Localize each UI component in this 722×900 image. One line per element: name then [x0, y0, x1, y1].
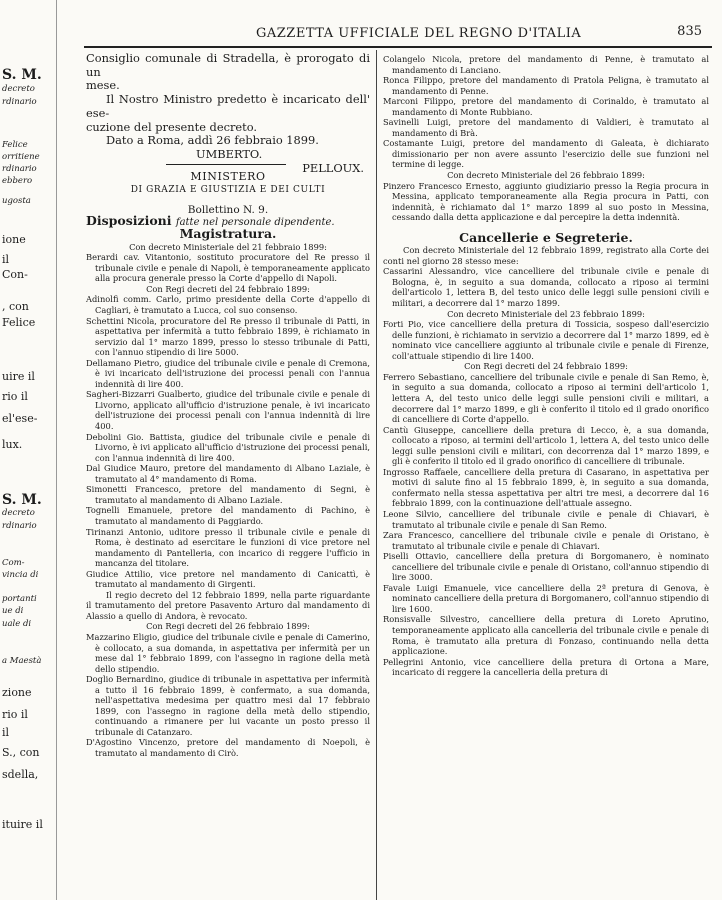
entry: Piselli Ottavio, cancelliere della pretura di Borgomanero, è nominato cancelliere del tribunale civile e penale di Oristano, coll'annuo stipendio di lire 3000.	[383, 551, 709, 583]
newspaper-title: GAZZETTA UFFICIALE DEL REGNO D'ITALIA	[256, 26, 582, 41]
gutter-text: S. M.	[2, 67, 42, 83]
gutter-text: orritiene	[2, 152, 40, 162]
gutter-text: portanti	[2, 594, 37, 604]
decree-heading: Con Regi decreti del 24 febbraio 1899:	[464, 361, 628, 372]
gutter-text: il	[2, 253, 10, 266]
header-rule	[84, 46, 712, 48]
entry: Il regio decreto del 12 febbraio 1899, nella parte riguardante il tramutamento del pretore Pasavento Arturo dal mandamento di Alassio a quello di Andora, è revocato.	[86, 589, 370, 621]
gutter-text: Con-	[2, 268, 28, 281]
gutter-text: rdinario	[2, 521, 37, 531]
section-heading: Magistratura.	[179, 226, 277, 242]
gutter-text: ue di	[2, 606, 24, 616]
ministry-title: MINISTERO	[190, 170, 266, 183]
gutter-text: S., con	[2, 746, 40, 759]
entry: Berardi cav. Vitantonio, sostituto procuratore del Re presso il tribunale civile e penale di Napoli, è temporaneamente applicato alla procura generale presso la Corte d'appello di Napoli.	[86, 252, 370, 284]
entry: Debolini Gio. Battista, giudice del tribunale civile e penale di Livorno, è ivi applicato all'ufficio d'istruzione dei processi penali, con l'annua indennità di lire 400.	[86, 431, 370, 463]
paragraph: Il Nostro Ministro predetto è incaricato dell' ese-	[86, 92, 370, 120]
gutter-text: Felice	[2, 140, 28, 150]
paragraph: mese.	[86, 78, 120, 93]
entry: Forti Pio, vice cancelliere della pretura di Tossicia, sospeso dall'esercizio delle funzioni, è richiamato in servizio a decorrere dal 1° marzo 1899, ed è nominato vice cancelliere aggiunto al tribunale civile e penale di Firenze, coll'attuale stipendio di lire 1400.	[383, 319, 709, 361]
entry: Ronca Filippo, pretore del mandamento di Pratola Peligna, è tramutato al mandamento di Penne.	[383, 75, 709, 96]
paragraph: Consiglio comunale di Stradella, è prorogato di un	[86, 51, 370, 79]
dispositions-subtitle: fatte nel personale dipendente.	[175, 216, 335, 228]
entry: Ferrero Sebastiano, cancelliere del tribunale civile e penale di San Remo, è, in seguito a sua domanda, collocato a riposo ai termini dell'articolo 1, lettera A, del testo unico delle leggi sulle pensioni civili e militari, a decorrere dal 1° marzo 1899, e gli è conferito il titolo ed il grado onorifico di cancelliere di Corte d'appello.	[383, 371, 709, 425]
page-number: 835	[677, 24, 702, 39]
decree-heading: Con decreto Ministeriale del 21 febbraio 1899:	[129, 241, 327, 252]
page-fold-line	[56, 0, 57, 900]
section-rule	[166, 164, 286, 165]
entry: Costamante Luigi, pretore del mandamento di Galeata, è dichiarato dimissionario per non avere assunto l'esercizio delle sue funzioni nel termine di legge.	[383, 138, 709, 170]
paragraph: Dato a Roma, addì 26 febbraio 1899.	[106, 133, 319, 148]
entry: Favale Luigi Emanuele, vice cancelliere della 2ª pretura di Genova, è nominato cancelliere della pretura di Borgomanero, coll'annuo stipendio di lire 1600.	[383, 582, 710, 614]
entry: Tirinanzi Antonio, uditore presso il tribunale civile e penale di Roma, è destinato ad esercitare le funzioni di vice pretore nel mandamento di Pantelleria, con incarico di reggere l'ufficio in mancanza del titolare.	[86, 526, 370, 569]
entry: Adinolfi comm. Carlo, primo presidente della Corte d'appello di Cagliari, è tramutato a Lucca, col suo consenso.	[86, 294, 370, 316]
signature: UMBERTO.	[196, 146, 263, 161]
entry: Ronsisvalle Silvestro, cancelliere della pretura di Loreto Aprutino, temporaneamente applicato alla cancelleria del tribunale civile e penale di Roma, è tramutato alla pretura di Fonzaso, continuando nella detta applicazione.	[383, 614, 709, 657]
entry: D'Agostino Vincenzo, pretore del mandamento di Noepoli, è tramutato al mandamento di Cirò.	[86, 737, 370, 758]
entry: Pellegrini Antonio, vice cancelliere della pretura di Ortona a Mare, incaricato di reggere la cancelleria della pretura di	[383, 656, 709, 678]
gutter-text: rdinario	[2, 164, 37, 174]
entry: Ingrosso Raffaele, cancelliere della pretura di Casarano, in aspettativa per motivi di salute fino al 15 febbraio 1899, è, in seguito a sua domanda, confermato nella stessa aspettativa per altri tre mesi, a decorrere dal 16 febbraio 1899, con la continuazione dell'attuale assegno.	[383, 466, 709, 509]
gutter-text: rio il	[2, 390, 28, 403]
entry: Simonetti Francesco, pretore del mandamento di Segni, è tramutato al mandamento di Albano Laziale.	[86, 484, 370, 505]
gutter-text: zione	[2, 686, 32, 699]
gutter-text: vincia di	[2, 570, 39, 580]
page-header	[84, 18, 710, 46]
entry: Dellamano Pietro, giudice del tribunale civile e penale di Cremona, è ivi incaricato dell'istruzione dei processi penali con l'annua indennità di lire 400.	[86, 357, 370, 389]
gutter-text: S. M.	[2, 492, 42, 508]
gutter-text: decreto	[2, 84, 35, 94]
gutter-text: ituire il	[2, 818, 43, 831]
entry: Colangelo Nicola, pretore del mandamento di Penne, è tramutato al mandamento di Lanciano.	[383, 54, 709, 75]
entry: Cantù Giuseppe, cancelliere della pretura di Lecco, è, a sua domanda, collocato a riposo, ai termini dell'articolo 1, lettera A, del testo unico delle leggi sulle pensioni civili e militari, con decorrenza dal 1° marzo 1899, e gli è conferito il titolo ed il grado onorifico di cancelliere di tribunale.	[383, 424, 709, 467]
decree-heading: Con Regi decreti del 26 febbraio 1899:	[146, 621, 310, 632]
decree-heading: Con decreto Ministeriale del 26 febbraio 1899:	[447, 170, 645, 181]
gutter-text: , con	[2, 300, 29, 313]
gutter-text: il	[2, 726, 10, 739]
decree-heading: Con Regi decreti del 24 febbraio 1899:	[146, 283, 310, 294]
section-heading: Cancellerie e Segreterie.	[459, 229, 633, 245]
entry: Doglio Bernardino, giudice di tribunale in aspettativa per infermità a tutto il 16 febbraio 1899, è confermato, a sua domanda, nell'aspettativa medesima per quattro mesi dal 17 febbraio 1899, con l'assegno in ragione della metà dello stipendio, continuando a rimanere per lui vacante un posto presso il tribunale di Catanzaro.	[86, 674, 370, 737]
gutter-text: rio il	[2, 708, 28, 721]
signature: PELLOUX.	[302, 160, 364, 175]
entry: Tognelli Emanuele, pretore del mandamento di Pachino, è tramutato al mandamento di Paggiardo.	[86, 505, 370, 526]
decree-heading: Con decreto Ministeriale del 12 febbraio 1899, registrato alla Corte dei conti nel giorno 28 stesso mese:	[383, 245, 709, 266]
decree-heading: Con decreto Ministeriale del 23 febbraio 1899:	[447, 308, 645, 319]
column-divider	[376, 50, 377, 900]
entry: Zara Francesco, cancelliere del tribunale civile e penale di Oristano, è tramutato al tribunale civile e penale di Chiavari.	[383, 530, 709, 551]
gutter-text: a Maestà	[2, 656, 42, 666]
gutter-text: el'ese-	[2, 412, 38, 425]
gutter-text: decreto	[2, 508, 35, 518]
entry: Dal Giudice Mauro, pretore del mandamento di Albano Laziale, è tramutato al 4° mandamento di Roma.	[86, 463, 370, 484]
entry: Giudice Attilio, vice pretore nel mandamento di Canicattì, è tramutato al mandamento di Girgenti.	[86, 568, 370, 590]
gutter-text: lux.	[2, 438, 23, 451]
entry: Schettini Nicola, procuratore del Re presso il tribunale di Patti, in aspettativa per infermità a tutto febbraio 1899, è richiamato in servizio dal 1° marzo 1899, presso lo stesso tribunale di Patti, con l'annuo stipendio di lire 5000.	[86, 315, 370, 358]
gutter-text: ugosta	[2, 196, 31, 206]
gutter-text: Felice	[2, 316, 36, 329]
left-margin-fragment	[0, 0, 62, 900]
gutter-text: uale di	[2, 619, 32, 629]
entry: Marconi Filippo, pretore del mandamento di Corinaldo, è tramutato al mandamento di Monte Rubbiano.	[383, 96, 709, 117]
gutter-text: rdinario	[2, 97, 37, 107]
entry: Sagheri-Bizzarri Gualberto, giudice del tribunale civile e penale di Livorno, applicato all'ufficio d'istruzione penale, è ivi incaricato dell'istruzione dei processi penali con l'annua indennità di lire 400.	[86, 389, 370, 432]
entry: Cassarini Alessandro, vice cancelliere del tribunale civile e penale di Bologna, è, in seguito a sua domanda, collocato a riposo ai termini dell'articolo 1, lettera B, del testo unico delle leggi sulle pensioni civili e militari, a decorrere dal 1° marzo 1899.	[383, 266, 709, 309]
gutter-text: sdella,	[2, 768, 39, 781]
left-column	[86, 52, 370, 175]
entry: Mazzarino Eligio, giudice del tribunale civile e penale di Camerino, è collocato, a sua domanda, in aspettativa per infermità per un mese dal 1° febbraio 1899, con l'assegno in ragione della metà dello stipendio.	[86, 631, 370, 674]
right-column	[383, 54, 709, 678]
bulletin-number: Bollettino N. 9.	[187, 204, 269, 217]
ministry-subtitle: DI GRAZIA E GIUSTIZIA E DEI CULTI	[130, 184, 326, 195]
gutter-text: ione	[2, 233, 26, 246]
left-column-body	[86, 166, 370, 759]
entry: Pinzero Francesco Ernesto, aggiunto giudiziario presso la Regia procura in Messina, applicato temporaneamente alla Regia procura in Patti, con indennità, è richiamato dal 1° marzo 1899 al suo posto in Messina, cessando dalla detta applicazione e dal percepire la detta indennità.	[383, 180, 709, 223]
entry: Savinelli Luigi, pretore del mandamento di Valdieri, è tramutato al mandamento di Brà.	[383, 117, 709, 138]
gutter-text: uire il	[2, 370, 35, 383]
dispositions-label: Disposizioni	[86, 212, 172, 228]
gutter-text: ebbero	[2, 176, 33, 186]
gutter-text: Com-	[2, 558, 25, 568]
entry: Leone Silvio, cancelliere del tribunale civile e penale di Chiavari, è tramutato al tribunale civile e penale di San Remo.	[383, 508, 709, 530]
paragraph: cuzione del presente decreto.	[86, 119, 258, 134]
